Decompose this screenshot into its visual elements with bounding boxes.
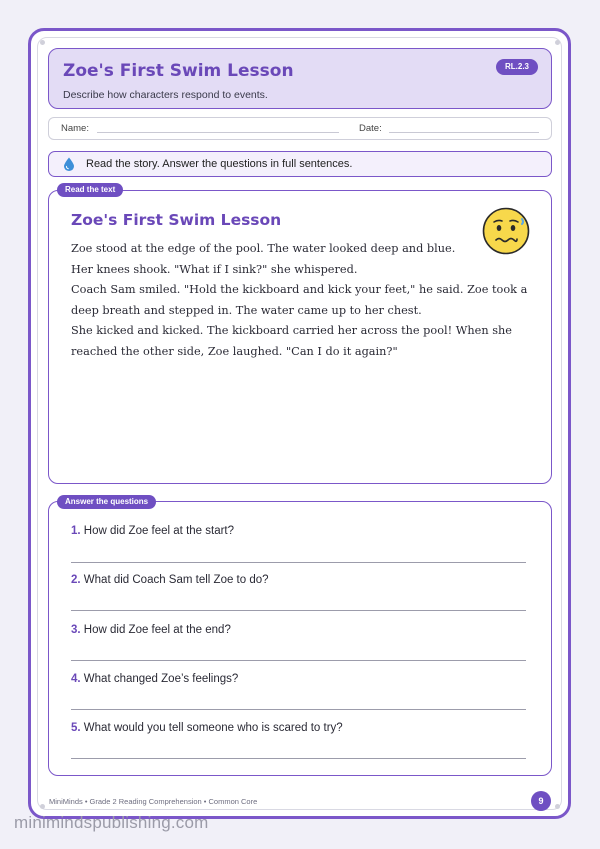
standard-badge: RL.2.3: [496, 59, 538, 75]
date-label: Date:: [359, 123, 382, 134]
name-label: Name:: [61, 123, 89, 134]
question-number: 5.: [71, 722, 81, 734]
question-1: [71, 525, 234, 537]
question-4: [71, 673, 238, 685]
water-drop-icon: [63, 157, 75, 171]
question-text: How did Zoe feel at the start?: [83, 525, 235, 537]
date-field[interactable]: [389, 132, 539, 133]
question-text: How did Zoe feel at the end?: [83, 624, 231, 636]
story-title: Zoe's First Swim Lesson: [71, 211, 282, 229]
footer-text: MiniMinds • Grade 2 Reading Comprehension • Common Core: [49, 797, 258, 806]
questions-section: [48, 501, 552, 776]
worksheet-title: Zoe's First Swim Lesson: [63, 61, 294, 81]
nervous-face-icon: [482, 207, 530, 255]
publisher-watermark: minimindspublishing.com: [14, 813, 209, 832]
story-paragraph-3: She kicked and kicked. The kickboard carried her across the pool! When she reached the other side, Zoe laughed. "Can I do it again?": [71, 324, 512, 358]
corner-dot: [40, 40, 45, 45]
question-text: What did Coach Sam tell Zoe to do?: [83, 574, 269, 586]
question-text: What would you tell someone who is scared to try?: [83, 722, 343, 734]
corner-dot: [555, 804, 560, 809]
answer-line-3[interactable]: [71, 660, 526, 661]
name-date-bar: [48, 117, 552, 140]
answer-line-5[interactable]: [71, 758, 526, 759]
corner-dot: [40, 804, 45, 809]
worksheet-header: [48, 48, 552, 109]
instructions-text: Read the story. Answer the questions in full sentences.: [86, 158, 353, 170]
answer-line-2[interactable]: [71, 610, 526, 611]
question-number: 3.: [71, 624, 81, 636]
question-number: 4.: [71, 673, 81, 685]
answer-line-1[interactable]: [71, 562, 526, 563]
section-tag-read: Read the text: [57, 183, 123, 197]
question-number: 2.: [71, 574, 81, 586]
story-paragraph-1: Zoe stood at the edge of the pool. The water looked deep and blue. Her knees shook. "What if I sink?" she whispered.: [71, 242, 456, 276]
answer-line-4[interactable]: [71, 709, 526, 710]
page-number-badge: 9: [531, 791, 551, 811]
name-field[interactable]: [97, 132, 339, 133]
question-text: What changed Zoe’s feelings?: [83, 673, 239, 685]
instructions-bar: [48, 151, 552, 177]
question-3: [71, 624, 231, 636]
corner-dot: [555, 40, 560, 45]
question-number: 1.: [71, 525, 81, 537]
section-tag-answer: Answer the questions: [57, 495, 156, 509]
question-2: [71, 574, 269, 586]
worksheet-subtitle: Describe how characters respond to events.: [63, 89, 268, 101]
question-5: [71, 722, 343, 734]
story-paragraph-2: Coach Sam smiled. "Hold the kickboard and kick your feet," he said. Zoe took a deep breath and stepped in. The water came up to her chest.: [71, 283, 528, 317]
